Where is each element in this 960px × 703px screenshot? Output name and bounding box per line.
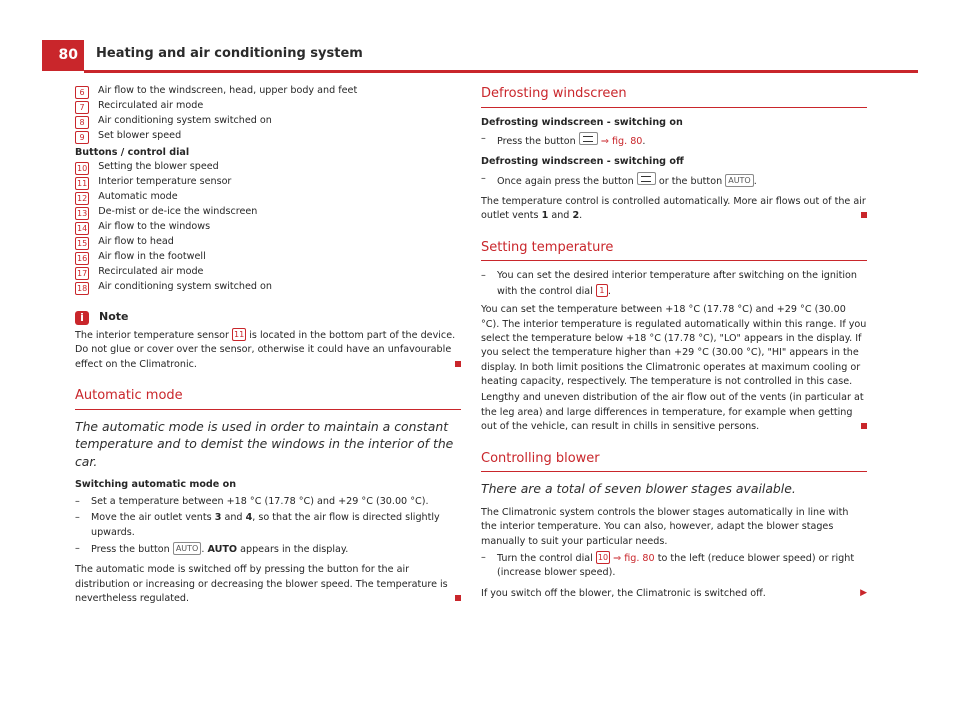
section-rule bbox=[75, 409, 461, 410]
legend-item: 13 De-mist or de-ice the windscreen bbox=[77, 206, 258, 219]
blower-paragraph-1: The Climatronic system controls the blower stages automatically in line with the interior temperature. You can also, however, adapt the blower stages manually to suit your particular needs. bbox=[481, 506, 849, 547]
note-title: Note bbox=[99, 310, 129, 324]
automatic-mode-paragraph: The automatic mode is switched off by pressing the button for the air distribution or increasing or decreasing the blower speed. The temperature is nevertheless regulated. bbox=[75, 563, 461, 606]
max-defrost-key-icon bbox=[579, 132, 598, 145]
legend-item: 17 Recirculated air mode bbox=[77, 266, 204, 279]
note-header bbox=[75, 309, 461, 326]
temperature-paragraph-2: Lengthy and uneven distribution of the air flow out of the vents (in particular at the leg area) and large differences in temperature, for example when getting out of the vehicle, can result in chills in sensitive persons. bbox=[481, 391, 867, 434]
callout-number: 10 bbox=[77, 164, 88, 174]
header-rule bbox=[84, 70, 918, 73]
step-item: – Set a temperature between +18 °C (17.78 °C) and +29 °C (30.00 °C). bbox=[75, 495, 429, 507]
callout-number: 13 bbox=[77, 209, 88, 219]
switch-on-heading: Switching automatic mode on bbox=[75, 479, 237, 491]
section-title-defrosting: Defrosting windscreen bbox=[481, 86, 627, 101]
step-item: – Press the button ⇒ fig. 80. bbox=[481, 132, 646, 147]
left-column bbox=[75, 84, 461, 607]
continue-arrow-icon: ▶ bbox=[860, 587, 867, 598]
callout-number: 9 bbox=[75, 131, 89, 144]
callout-number: 10 bbox=[597, 552, 609, 562]
legend-item: 14 Air flow to the windows bbox=[77, 221, 211, 234]
defrost-on-heading: Defrosting windscreen - switching on bbox=[481, 116, 683, 128]
right-column bbox=[481, 84, 867, 601]
section-subtitle: There are a total of seven blower stages available. bbox=[481, 481, 796, 497]
legend-item: 16 Air flow in the footwell bbox=[77, 251, 206, 264]
step-item: – Move the air outlet vents 3 and 4, so that the air flow is directed slightly upwards. bbox=[75, 512, 440, 538]
defrost-paragraph: The temperature control is controlled automatically. More air flows out of the air outlet vents 1 and 2. bbox=[481, 196, 866, 222]
callout-number: 16 bbox=[77, 254, 88, 264]
callout-number: 12 bbox=[77, 194, 88, 204]
end-of-section-mark bbox=[455, 595, 461, 601]
callout-number: 14 bbox=[77, 224, 88, 234]
legend-item: 8 Air conditioning system switched on bbox=[75, 114, 461, 129]
blower-paragraph-2: If you switch off the blower, the Climatronic is switched off. ▶ bbox=[481, 587, 867, 599]
callout-number: 7 bbox=[75, 101, 89, 114]
end-of-section-mark bbox=[455, 361, 461, 367]
legend-item: 18 Air conditioning system switched on bbox=[77, 281, 273, 294]
legend-item: 9 Set blower speed bbox=[75, 129, 461, 144]
callout-number: 1 bbox=[596, 284, 608, 297]
section-title-controlling-blower: Controlling blower bbox=[481, 450, 600, 466]
defrost-off-heading: Defrosting windscreen - switching off bbox=[481, 156, 684, 168]
section-rule bbox=[481, 260, 867, 261]
legend-item: 12 Automatic mode bbox=[77, 191, 178, 204]
callout-number: 6 bbox=[75, 86, 89, 99]
legend-item: 15 Air flow to head bbox=[77, 236, 174, 249]
section-rule bbox=[481, 107, 867, 108]
step-item: – You can set the desired interior temperature after switching on the ignition with the control dial 1 . bbox=[481, 270, 857, 297]
legend-item: 11 Interior temperature sensor bbox=[77, 176, 232, 189]
step-item: – Press the button AUTO . AUTO appears in the display. bbox=[75, 542, 349, 555]
step-item: – Once again press the button or the button AUTO . bbox=[481, 172, 757, 187]
section-rule bbox=[481, 471, 867, 472]
end-of-section-mark bbox=[861, 423, 867, 429]
info-icon: i bbox=[75, 311, 89, 325]
end-of-section-mark bbox=[861, 212, 867, 218]
callout-number: 11 bbox=[233, 329, 245, 339]
legend-item: 10 Setting the blower speed bbox=[77, 161, 219, 174]
legend-item: 6 Air flow to the windscreen, head, upper body and feet bbox=[75, 84, 461, 99]
callout-number: 15 bbox=[77, 239, 88, 249]
section-title-automatic-mode: Automatic mode bbox=[75, 388, 183, 404]
figure-link[interactable]: ⇒ fig. 80 bbox=[600, 135, 643, 147]
callout-number: 8 bbox=[75, 116, 89, 129]
page-header-title: Heating and air conditioning system bbox=[96, 46, 363, 61]
auto-key: AUTO bbox=[173, 542, 202, 555]
callout-number: 11 bbox=[77, 179, 88, 189]
section-subtitle: The automatic mode is used in order to maintain a constant temperature and to demist the windows in the interior of the car. bbox=[75, 418, 454, 469]
max-defrost-key-icon bbox=[637, 172, 656, 185]
temperature-paragraph-1: You can set the temperature between +18 °C (17.78 °C) and +29 °C (30.00 °C). The interior temperature is regulated automatically within this range. If you select the temperature below +18 °C (17.78 °C), "LO" appears in the display. If you select the temperature higher than +29 °C (30.00 °C), "HI" appears in the display. In both limit positions the Climatronic operates at maximum cooling or heating capacity, respectively. The temperature is not controlled in this case. bbox=[481, 304, 867, 388]
page-number: 80 bbox=[42, 40, 84, 71]
auto-key: AUTO bbox=[725, 174, 754, 187]
callout-number: 17 bbox=[77, 269, 88, 279]
figure-link[interactable]: ⇒ fig. 80 bbox=[613, 552, 655, 564]
legend-item: 7 Recirculated air mode bbox=[75, 99, 461, 114]
note-text: The interior temperature sensor 11 is located in the bottom part of the device. Do not glue or cover over the sensor, otherwise it could have an unfavourable effect on the Climatronic. bbox=[75, 328, 461, 372]
section-title-setting-temperature: Setting temperature bbox=[481, 239, 614, 255]
buttons-heading: Buttons / control dial bbox=[75, 147, 190, 158]
step-item: – Turn the control dial 10 ⇒ fig. 80 to the left (reduce blower speed) or right (increase blower speed). bbox=[481, 551, 855, 579]
callout-number: 18 bbox=[77, 284, 88, 294]
